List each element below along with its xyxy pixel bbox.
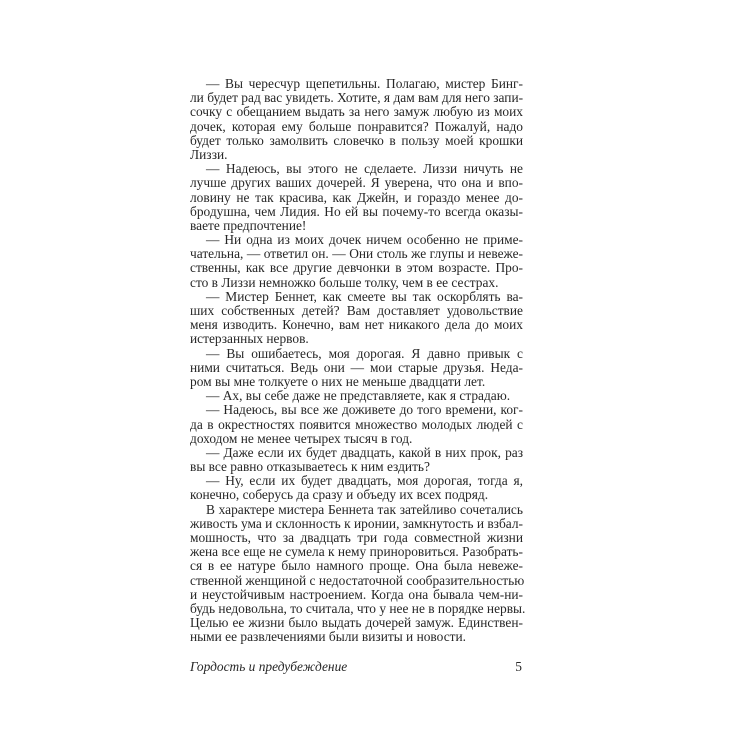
text-line: лучше других ваших дочерей. Я уверена, что она и впо- — [190, 175, 523, 191]
text-line: жена все еще не сумела к нему приноровиться. Разобрать- — [190, 544, 523, 560]
text-line: — Вы чересчур щепетильны. Полагаю, мистер Бинг- — [206, 76, 523, 91]
text-line: сочку с обещанием выдать за него замуж любую из моих — [190, 104, 523, 120]
text-line: ственны, как все другие девчонки в этом возрасте. Про- — [190, 260, 523, 276]
text-line: чательна, — ответил он. — Они столь же глупы и невеже- — [190, 246, 523, 262]
text-line: ственной женщиной с недостаточной сообразительностью — [190, 572, 525, 588]
text-line: дочек, которая ему больше понравится? Пожалуй, надо — [190, 118, 523, 134]
text-line: Лиззи. — [190, 146, 228, 162]
text-line: и неустойчивым настроением. Когда она бывала чем-ни- — [190, 586, 523, 602]
text-line: В характере мистера Беннета так затейливо сочетались — [206, 501, 523, 517]
running-title: Гордость и предубеждение — [190, 659, 348, 674]
text-line: будь недовольна, то считала, что у нее не в порядке нервы. — [190, 600, 526, 616]
text-line: ся в ее натуре было намного проще. Она была невеже- — [190, 558, 523, 574]
text-line: ными ее развлечениями были визиты и новости. — [190, 629, 466, 645]
page-number: 5 — [515, 659, 522, 674]
text-line: — Ах, вы себе даже не представляете, как я страдаю. — [206, 388, 511, 404]
text-line: — Мистер Беннет, как смеете вы так оскорблять ва- — [206, 288, 523, 304]
text-line: ними считаться. Ведь они — мои старые друзья. Неда- — [190, 359, 523, 375]
text-line: — Ну, если их будет двадцать, моя дорогая, тогда я, — [206, 473, 523, 489]
text-line: истерзанных нервов. — [190, 331, 309, 347]
text-line: — Надеюсь, вы все же доживете до того времени, ког- — [206, 402, 523, 418]
text-line: ли будет рад вас увидеть. Хотите, я дам вам для него запи- — [190, 90, 524, 106]
text-line: — Даже если их будет двадцать, какой в них прок, раз — [206, 444, 523, 460]
text-line: будет только замолвить словечко в пользу моей крошки — [190, 132, 523, 148]
text-line: ших собственных детей? Вам доставляет удовольствие — [190, 303, 523, 318]
body-text — [190, 76, 526, 645]
text-line: живость ума и склонность к иронии, замкнутость и взбал- — [190, 515, 523, 531]
text-line: ваете предпочтение! — [190, 217, 307, 233]
text-line: Целью ее жизни было выдать дочерей замуж. Единствен- — [190, 615, 523, 631]
text-line: — Вы ошибаетесь, моя дорогая. Я давно привык с — [206, 345, 523, 361]
text-line: доходом не менее четырех тысяч в год. — [190, 430, 413, 446]
text-line: — Ни одна из моих дочек ничем особенно не приме- — [206, 232, 523, 248]
page-footer — [190, 659, 523, 675]
text-line: ром вы мне толкуете о них не меньше двадцати лет. — [190, 373, 486, 389]
text-line: — Надеюсь, вы этого не сделаете. Лиззи ничуть не — [206, 161, 523, 177]
text-line: вы все равно отказываетесь к ним ездить? — [190, 459, 430, 475]
text-line: мошность, что за двадцать три года совместной жизни — [190, 530, 523, 545]
text-line: бродушна, чем Лидия. Но ей вы почему-то всегда оказы- — [190, 203, 523, 219]
text-line: да в окрестностях появится множество молодых людей с — [190, 416, 523, 432]
text-line: меня изводить. Конечно, вам нет никакого дела до моих — [190, 317, 523, 333]
text-line: конечно, соберусь да сразу и объеду их всех подряд. — [190, 487, 489, 503]
text-line: ловину не так красива, как Джейн, и гораздо менее до- — [190, 189, 523, 205]
text-line: сто в Лиззи немножко больше толку, чем в ее сестрах. — [190, 274, 499, 290]
